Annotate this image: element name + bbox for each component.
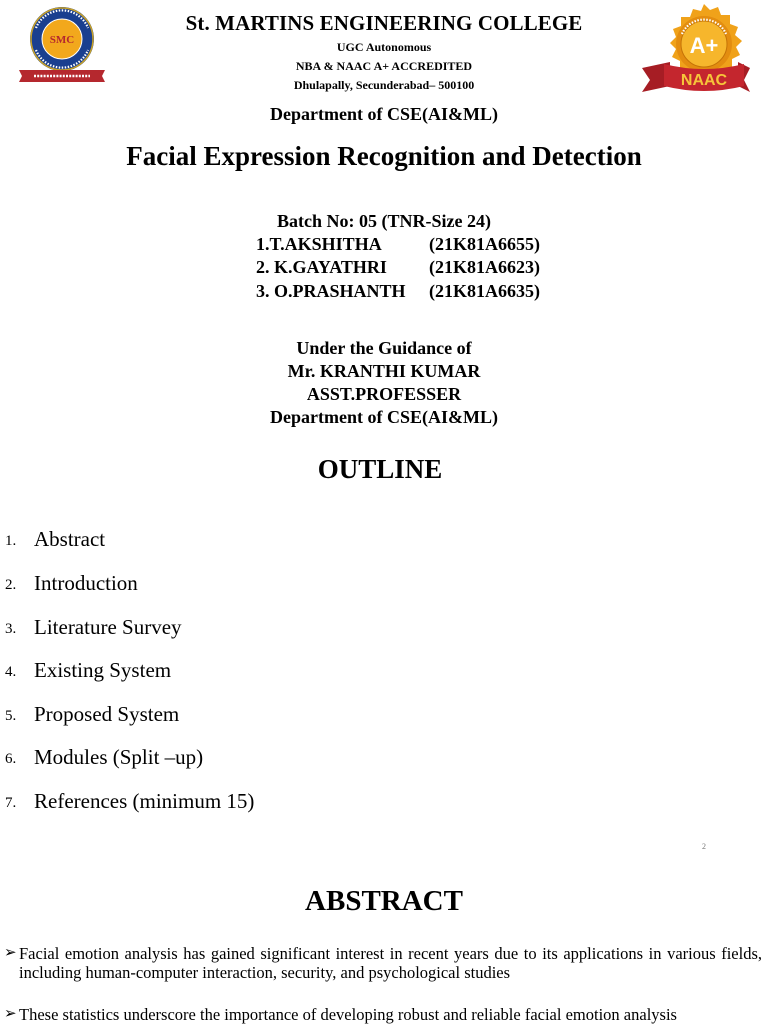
arrowhead-bullet-icon: ➢ (4, 945, 17, 961)
outline-item-text: Existing System (34, 658, 172, 682)
outline-item-number: 4. (5, 664, 17, 680)
college-accreditation: NBA & NAAC A+ ACCREDITED (295, 59, 473, 73)
member-roll: (21K81A6655) (429, 234, 540, 254)
outline-item-number: 3. (5, 621, 17, 637)
college-status: UGC Autonomous (336, 40, 432, 54)
abstract-bullet (4, 944, 762, 982)
college-address: Dhulapally, Secunderabad– 500100 (293, 78, 475, 92)
member-roll: (21K81A6623) (429, 257, 540, 277)
outline-item-number: 7. (5, 795, 17, 811)
outline-item-text: Proposed System (34, 702, 180, 726)
outline-item-text: Introduction (34, 571, 138, 595)
guide-name: Mr. KRANTHI KUMAR (287, 361, 481, 381)
outline-item (0, 658, 400, 688)
outline-item (0, 702, 400, 732)
outline-title: OUTLINE (317, 454, 443, 484)
abstract-bullet-text: Facial emotion analysis has gained significant interest in recent years due to its applications in various fields, including human-computer interaction, security, and psychological studies (19, 944, 762, 982)
outline-item (0, 745, 400, 775)
member-roll: (21K81A6635) (429, 281, 540, 301)
svg-text:SMC: SMC (49, 34, 75, 46)
outline-item-text: Literature Survey (34, 615, 182, 639)
member-name: 2. K.GAYATHRI (256, 257, 387, 277)
member-row-3 (0, 281, 768, 305)
arrowhead-bullet-icon: ➢ (4, 1006, 17, 1022)
abstract-bullet-text: These statistics underscore the importance of developing robust and reliable facial emotion analysis (19, 1005, 677, 1024)
outline-item-number: 6. (5, 751, 17, 767)
outline-item-number: 5. (5, 708, 17, 724)
svg-text:NAAC: NAAC (680, 72, 728, 89)
outline-item-text: Abstract (34, 527, 106, 551)
page-number: 2 (702, 842, 706, 851)
project-title: Facial Expression Recognition and Detection (126, 141, 642, 171)
member-name: 1.T.AKSHITHA (256, 234, 382, 254)
svg-text:A+: A+ (689, 33, 719, 58)
outline-item-number: 2. (5, 577, 17, 593)
member-row-1 (0, 234, 768, 258)
outline-item (0, 527, 400, 557)
department-heading: Department of CSE(AI&ML) (270, 104, 498, 124)
outline-item-text: Modules (Split –up) (34, 745, 204, 769)
member-row-2 (0, 257, 768, 281)
college-name: St. MARTINS ENGINEERING COLLEGE (185, 11, 583, 35)
outline-item-text: References (minimum 15) (34, 789, 255, 813)
outline-item-number: 1. (5, 533, 17, 549)
guide-designation: ASST.PROFESSER (306, 384, 462, 404)
outline-item (0, 789, 400, 819)
outline-item (0, 615, 400, 645)
member-name: 3. O.PRASHANTH (256, 281, 406, 301)
guide-department: Department of CSE(AI&ML) (270, 407, 498, 427)
abstract-title: ABSTRACT (305, 885, 463, 917)
batch-label: Batch No: 05 (TNR-Size 24) (277, 211, 491, 231)
abstract-bullet (4, 1005, 762, 1024)
outline-item (0, 571, 400, 601)
guidance-heading: Under the Guidance of (296, 338, 472, 358)
